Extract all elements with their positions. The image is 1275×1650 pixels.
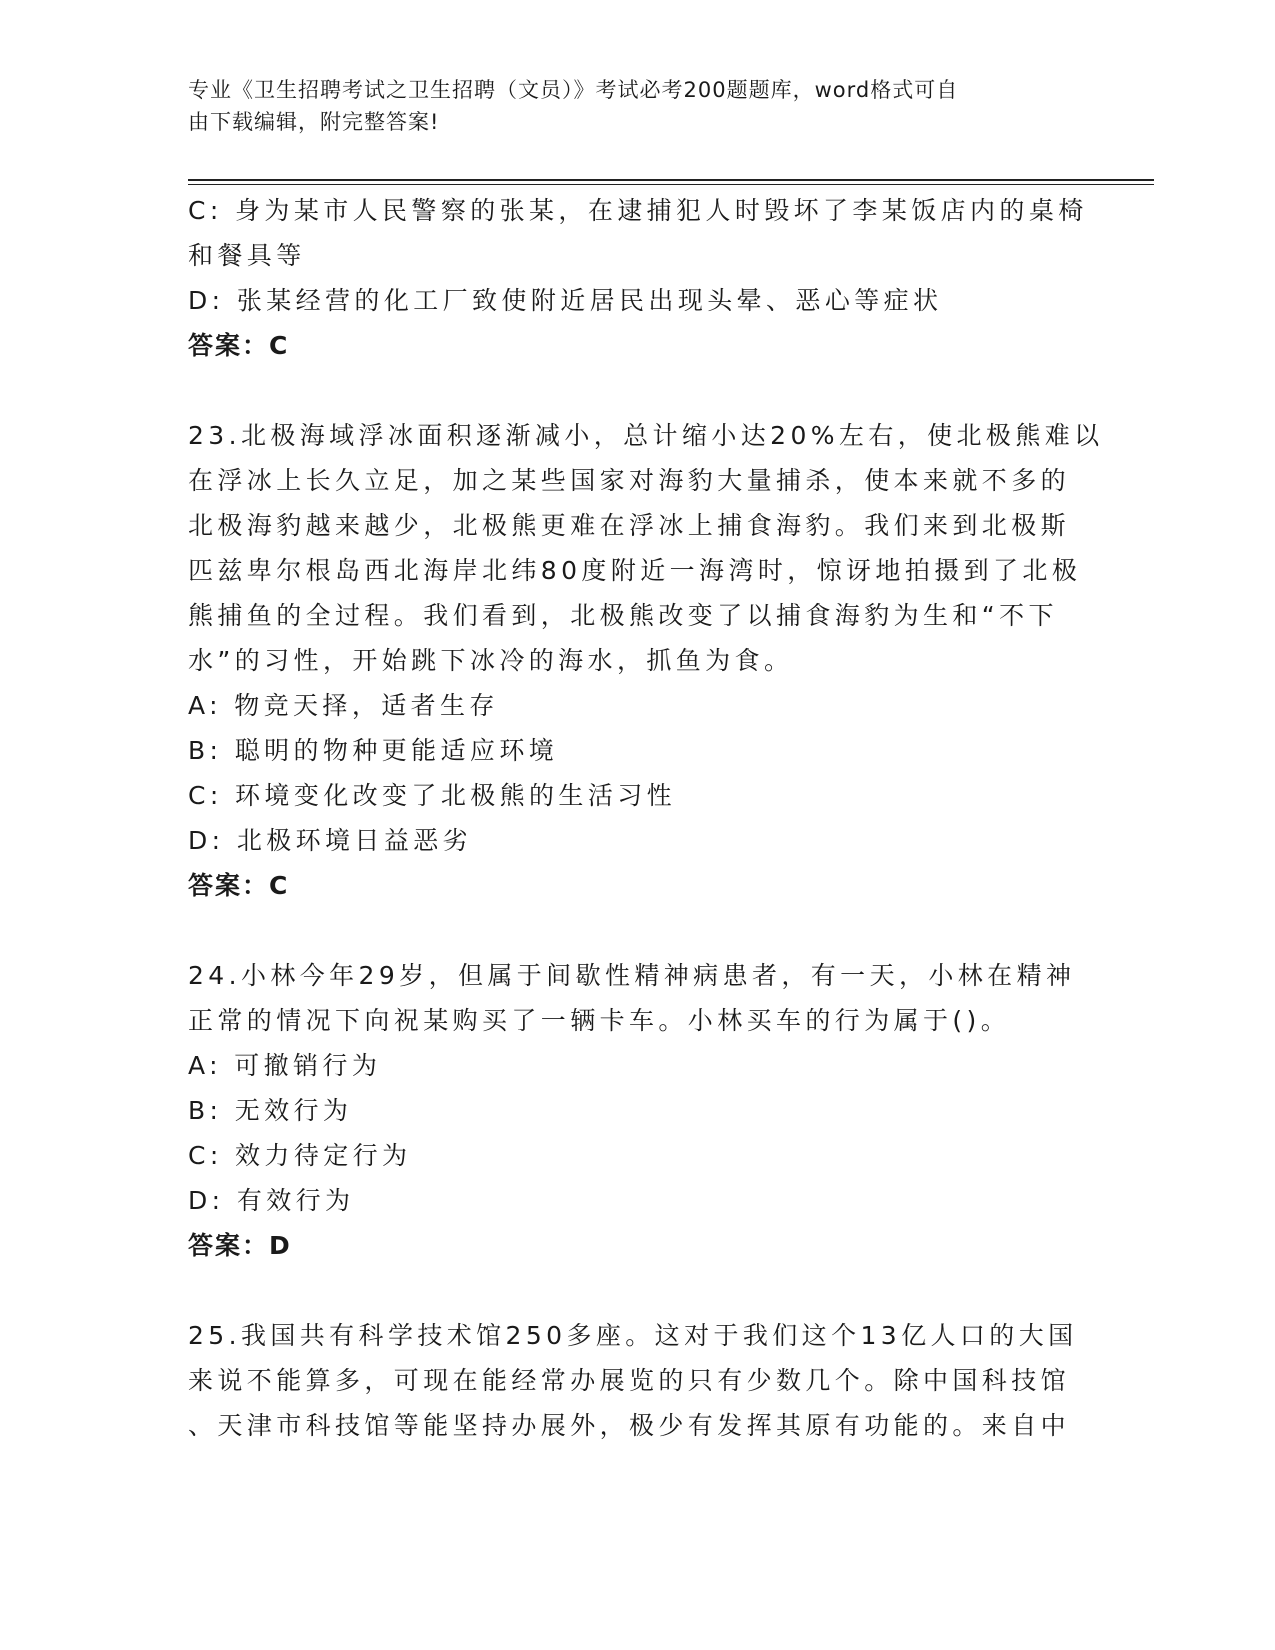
option-c: C: 环境变化改变了北极熊的生活习性 <box>188 781 677 810</box>
question-stem-line: 匹兹卑尔根岛西北海岸北纬80度附近一海湾时，惊讶地拍摄到了北极 <box>188 556 1082 585</box>
question-stem-line: 在浮冰上长久立足，加之某些国家对海豹大量捕杀，使本来就不多的 <box>188 466 1071 495</box>
answer-line: 答案：C <box>188 331 290 360</box>
header-divider-thick <box>188 179 1154 181</box>
header-line: 专业《卫生招聘考试之卫生招聘（文员）》考试必考200题题库，word格式可自 <box>188 78 959 102</box>
answer-line: 答案：C <box>188 871 290 900</box>
option-c: C: 效力待定行为 <box>188 1141 412 1170</box>
spacer <box>188 1268 1088 1313</box>
option-a: A: 物竞天择，适者生存 <box>188 691 499 720</box>
option-c-continued: 和餐具等 <box>188 241 306 270</box>
document-header <box>188 74 1068 138</box>
question-stem-line: 正常的情况下向祝某购买了一辆卡车。小林买车的行为属于()。 <box>188 1006 1011 1035</box>
question-stem-line: 熊捕鱼的全过程。我们看到，北极熊改变了以捕食海豹为生和“不下 <box>188 601 1058 630</box>
question-stem-line: 、天津市科技馆等能坚持办展外，极少有发挥其原有功能的。来自中 <box>188 1411 1071 1440</box>
option-b: B: 聪明的物种更能适应环境 <box>188 736 559 765</box>
option-c: C: 身为某市人民警察的张某，在逮捕犯人时毁坏了李某饭店内的桌椅 <box>188 196 1088 225</box>
option-d: D: 张某经营的化工厂致使附近居民出现头晕、恶心等症状 <box>188 286 943 315</box>
option-a: A: 可撤销行为 <box>188 1051 382 1080</box>
question-24 <box>188 953 1088 1268</box>
question-23 <box>188 413 1104 908</box>
option-b: B: 无效行为 <box>188 1096 353 1125</box>
spacer <box>188 908 1088 953</box>
document-body <box>188 188 1104 1448</box>
option-d: D: 有效行为 <box>188 1186 355 1215</box>
header-divider-thin <box>188 184 1154 185</box>
previous-question-tail <box>188 188 1088 368</box>
spacer <box>188 368 1088 413</box>
question-stem-line: 24.小林今年29岁，但属于间歇性精神病患者，有一天，小林在精神 <box>188 961 1076 990</box>
answer-line: 答案：D <box>188 1231 292 1260</box>
question-stem-line: 23.北极海域浮冰面积逐渐减小，总计缩小达20%左右，使北极熊难以 <box>188 421 1104 450</box>
question-25 <box>188 1313 1088 1448</box>
question-stem-line: 来说不能算多，可现在能经常办展览的只有少数几个。除中国科技馆 <box>188 1366 1071 1395</box>
question-stem-line: 北极海豹越来越少，北极熊更难在浮冰上捕食海豹。我们来到北极斯 <box>188 511 1071 540</box>
option-d: D: 北极环境日益恶劣 <box>188 826 473 855</box>
question-stem-line: 25.我国共有科学技术馆250多座。这对于我们这个13亿人口的大国 <box>188 1321 1078 1350</box>
header-line: 由下载编辑，附完整答案! <box>188 110 440 134</box>
question-stem-line: 水”的习性，开始跳下冰冷的海水，抓鱼为食。 <box>188 646 794 675</box>
